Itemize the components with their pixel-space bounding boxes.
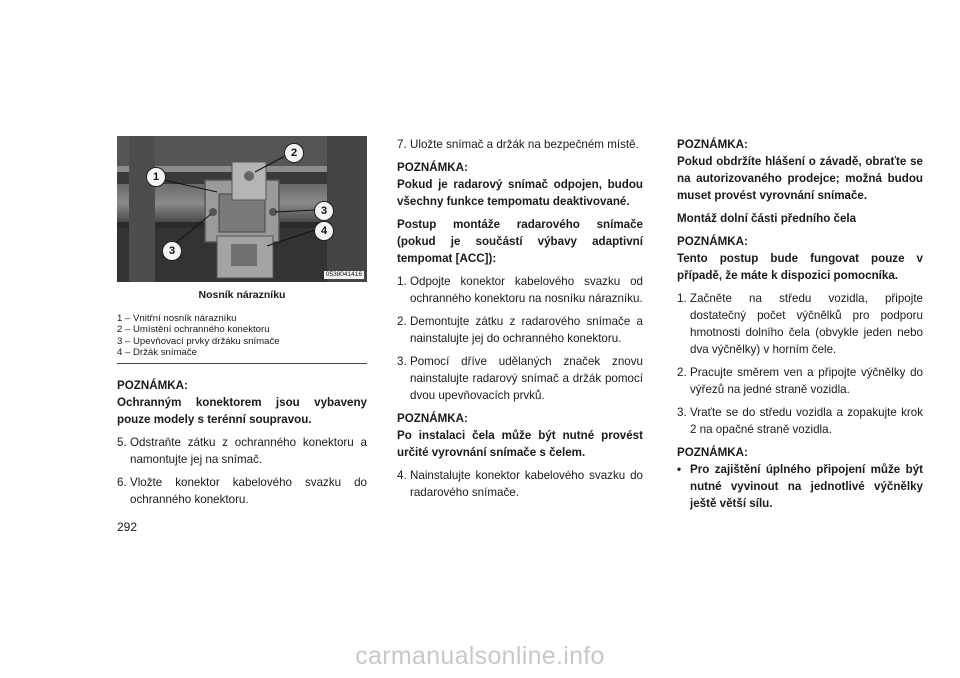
callout-2: 2: [284, 143, 304, 163]
step-number: 7.: [397, 138, 407, 151]
step-text: Pracujte směrem ven a připojte výčnělky do výřezů na jedné straně vozidla.: [690, 366, 923, 396]
step-item: [397, 467, 643, 501]
column-right: [677, 136, 923, 512]
note-text: Po instalaci čela může být nutné provést určité vyrovnání snímače s čelem.: [397, 429, 643, 459]
step-list: [677, 290, 923, 438]
step-item: [397, 136, 643, 153]
legend-item: 3 – Upevňovací prvky držáku snímače: [117, 335, 280, 347]
watermark: carmanualsonline.info: [355, 642, 605, 670]
callout-4: 4: [314, 221, 334, 241]
note-heading: POZNÁMKA:: [397, 412, 468, 425]
step-number: 4.: [397, 469, 407, 482]
step-list: [397, 136, 643, 153]
callout-3-left: 3: [162, 241, 182, 261]
bullet-text: Pro zajištění úplného připojení může být nutné vyvinout na jednotlivé výčnělky ještě větší sílu.: [690, 463, 923, 510]
callout-1: 1: [146, 167, 166, 187]
callout-3-right: 3: [314, 201, 334, 221]
step-text: Uložte snímač a držák na bezpečném místě.: [410, 138, 639, 151]
figure-legend: [117, 313, 367, 364]
section-heading: Montáž dolní části předního čela: [677, 212, 857, 225]
legend-item: 1 – Vnitřní nosník nárazníku: [117, 313, 237, 324]
step-item: [677, 364, 923, 398]
step-list: [397, 273, 643, 404]
step-item: [397, 353, 643, 404]
step-number: 5.: [117, 435, 127, 449]
step-text: Demontujte zátku z radarového snímače a nainstalujte jej do ochranného konektoru.: [410, 315, 643, 345]
step-item: [677, 404, 923, 438]
step-text: Odstraňte zátku z ochranného konektoru a namontujte jej na snímač.: [130, 435, 367, 466]
legend-item: 4 – Držák snímače: [117, 347, 197, 359]
note-heading: POZNÁMKA:: [677, 446, 748, 459]
step-item: [117, 434, 367, 468]
step-list: [117, 434, 367, 508]
step-number: 3.: [397, 355, 407, 368]
figure-code: 0538041416: [325, 271, 362, 278]
step-number: 2.: [677, 366, 687, 379]
column-left: [117, 136, 367, 514]
step-text: Pomocí dříve udělaných značek znovu nainstalujte radarový snímač a držák pomocí dvou upevňovacích prvků.: [410, 355, 643, 402]
step-number: 6.: [117, 475, 127, 489]
step-item: [397, 313, 643, 347]
note-text: Pokud obdržíte hlášení o závadě, obraťte se na autorizovaného prodejce; možná budou muset provést vyrovnání snímače.: [677, 155, 923, 202]
step-text: Vložte konektor kabelového svazku do ochranného konektoru.: [130, 475, 367, 506]
legend-item: 2 – Umístění ochranného konektoru: [117, 324, 270, 336]
column-middle: [397, 136, 643, 507]
step-number: 1.: [677, 292, 687, 305]
note-text: Pokud je radarový snímač odpojen, budou všechny funkce tempomatu deaktivované.: [397, 178, 643, 208]
note-heading: POZNÁMKA:: [677, 235, 748, 248]
step-item: [677, 290, 923, 358]
note-text: Tento postup bude fungovat pouze v případě, že máte k dispozici pomocníka.: [677, 252, 923, 282]
bullet-marker: •: [677, 463, 682, 476]
note-heading: POZNÁMKA:: [677, 138, 748, 151]
bumper-beam-figure: [117, 136, 367, 282]
step-list: [397, 467, 643, 501]
section-heading: Postup montáže radarového snímače (pokud je součástí výbavy adaptivní tempomat [ACC]):: [397, 218, 643, 265]
bullet-list: [677, 461, 923, 512]
step-number: 1.: [397, 275, 407, 288]
step-number: 2.: [397, 315, 407, 328]
step-text: Začněte na středu vozidla, připojte dostatečný počet výčnělků pro podporu hmotnosti dolního čela (obvykle jeden nebo dva výčnělky) v horním čele.: [690, 292, 923, 356]
note-text: Ochranným konektorem jsou vybaveny pouze modely s terénní soupravou.: [117, 395, 367, 426]
step-text: Odpojte konektor kabelového svazku od ochranného konektoru na nosníku nárazníku.: [410, 275, 643, 305]
step-item: [117, 474, 367, 508]
step-text: Vraťte se do středu vozidla a zopakujte krok 2 na opačné straně vozidla.: [690, 406, 923, 436]
note-heading: POZNÁMKA:: [117, 378, 188, 392]
step-number: 3.: [677, 406, 687, 419]
figure-caption: Nosník nárazníku: [198, 289, 286, 301]
bullet-item: [677, 461, 923, 512]
note-heading: POZNÁMKA:: [397, 161, 468, 174]
step-text: Nainstalujte konektor kabelového svazku do radarového snímače.: [410, 469, 643, 499]
page-number: 292: [117, 520, 138, 534]
step-item: [397, 273, 643, 307]
